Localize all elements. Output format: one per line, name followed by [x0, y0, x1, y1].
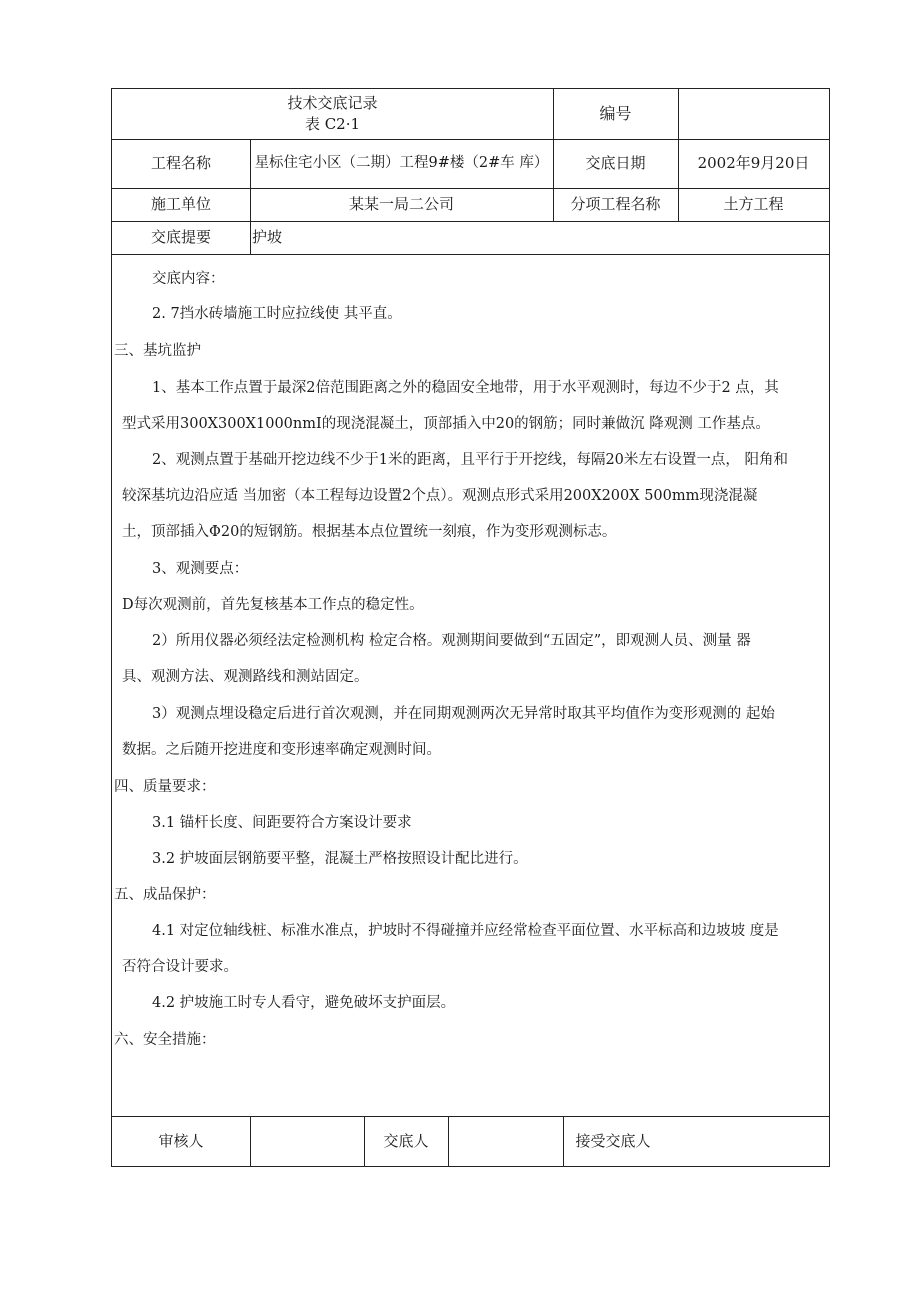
content-line: 2、观测点置于基础开挖边线不少于1米的距离，且平行于开挖线，每隔20米左右设置一点， 阳角和: [152, 452, 789, 468]
content-line: 3、观测要点：: [152, 561, 249, 577]
content-line: 3.1 锚杆长度、间距要符合方案设计要求: [152, 815, 412, 831]
section-heading: 四、质量要求：: [114, 779, 216, 795]
content-line: 4.2 护坡施工时专人看守，避免破坏支护面层。: [152, 995, 456, 1011]
content-line: 数据。之后随开挖进度和变形速率确定观测时间。: [122, 742, 441, 758]
content-line: 2. 7挡水砖墙施工时应拉线使 其平直。: [152, 306, 402, 322]
content-line: 1、基本工作点置于最深2倍范围距离之外的稳固安全地带，用于水平观测时，每边不少于2 点，其: [152, 380, 779, 396]
number-label: 编号: [599, 104, 632, 123]
content-line: 较深基坑边沿应适 当加密（本工程每边设置2个点）。观测点形式采用200X200X 500mm现浇混凝: [122, 488, 758, 504]
discloser-field[interactable]: [448, 1116, 563, 1167]
disclosure-content: [112, 254, 829, 1116]
sub-project-field[interactable]: 土方工程: [723, 195, 784, 213]
content-line: 3.2 护坡面层钢筋要平整，混凝土严格按照设计配比进行。: [152, 851, 528, 867]
content-line: 型式采用300X300X1000nmI的现浇混凝土，顶部插入中20的钢筋；同时兼做沉 降观测 工作基点。: [122, 416, 770, 432]
summary-field[interactable]: 护坡: [252, 228, 283, 246]
form-title-block: [112, 89, 553, 139]
receiver-label: 接受交底人: [575, 1132, 651, 1150]
reviewer-label: 审核人: [158, 1132, 204, 1150]
discloser-label: 交底人: [383, 1132, 429, 1150]
section-heading: 五、成品保护：: [114, 887, 216, 903]
content-line: 具、观测方法、观测路线和测站固定。: [122, 669, 369, 685]
summary-label: 交底提要: [150, 228, 211, 246]
reviewer-field[interactable]: [250, 1116, 364, 1167]
content-line: D每次观测前，首先复核基本工作点的稳定性。: [122, 597, 424, 613]
project-name-label: 工程名称: [150, 154, 211, 172]
disclosure-form: [111, 88, 830, 1167]
number-field[interactable]: [678, 89, 829, 139]
section-heading: 三、基坑监护: [114, 343, 201, 359]
content-line: 土，顶部插入Φ20的短钢筋。根据基本点位置统一刻痕，作为变形观测标志。: [122, 524, 617, 540]
form-title: 技术交底记录: [287, 94, 378, 112]
project-name-field[interactable]: 星标住宅小区（二期）工程9#楼（2#车 库）: [254, 155, 549, 172]
unit-label: 施工单位: [150, 195, 211, 213]
date-label: 交底日期: [585, 154, 646, 172]
content-line: 3）观测点埋设稳定后进行首次观测，并在同期观测两次无异常时取其平均值作为变形观测的 起始: [152, 706, 775, 722]
content-line: 否符合设计要求。: [122, 959, 238, 975]
receiver-field[interactable]: [663, 1116, 829, 1167]
content-line: 交底内容：: [152, 271, 225, 287]
content-line: 4.1 对定位轴线桩、标准水准点，护坡时不得碰撞并应经常检查平面位置、水平标高和边坡坡 度是: [152, 923, 779, 939]
unit-field[interactable]: 某某一局二公司: [348, 195, 454, 213]
sub-project-label: 分项工程名称: [570, 195, 661, 213]
date-field[interactable]: 2002年9月20日: [697, 154, 810, 172]
section-heading: 六、安全措施：: [114, 1032, 216, 1048]
form-number: 表 C2·1: [304, 115, 361, 133]
content-line: 2）所用仪器必须经法定检测机构 检定合格。观测期间要做到“五固定”，即观测人员、测量 器: [152, 633, 751, 649]
